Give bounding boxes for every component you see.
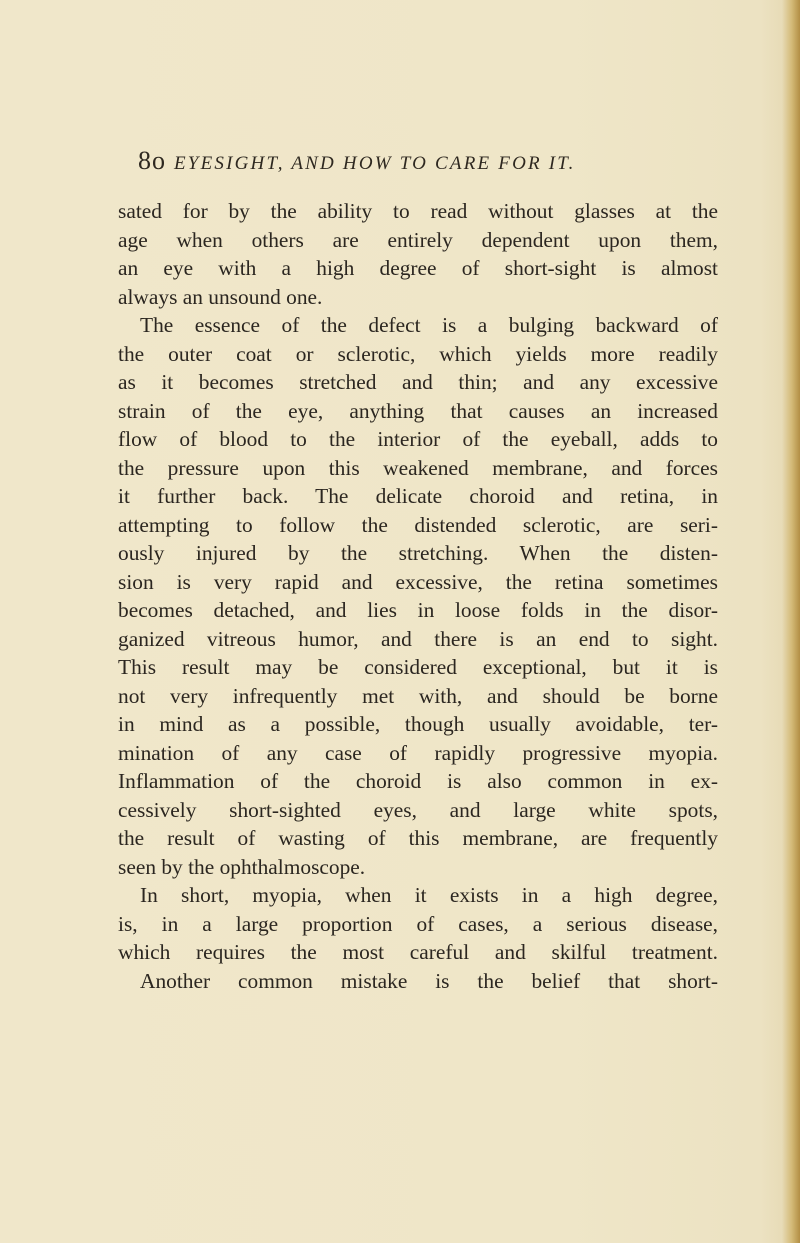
text-line: age when others are entirely dependent upon them, <box>118 227 718 252</box>
body-text <box>118 197 718 995</box>
text-line: the outer coat or sclerotic, which yields more readily <box>118 341 718 366</box>
text-line: Another common mistake is the belief that short- <box>140 968 718 993</box>
text-line: In short, myopia, when it exists in a high degree, <box>140 883 718 907</box>
text-line: sion is very rapid and excessive, the retina sometimes <box>118 569 718 594</box>
text-line: is, in a large proportion of cases, a serious disease, <box>118 911 718 936</box>
text-line: sated for by the ability to read without glasses at the <box>118 199 718 223</box>
text-line: strain of the eye, anything that causes an increased <box>118 398 718 423</box>
text-line: becomes detached, and lies in loose folds in the disor- <box>118 598 718 622</box>
text-line: an eye with a high degree of short-sight is almost <box>118 256 718 280</box>
text-line: mination of any case of rapidly progressive myopia. <box>118 740 718 765</box>
text-line: cessively short-sighted eyes, and large white spots, <box>118 797 718 822</box>
text-line: flow of blood to the interior of the eyeball, adds to <box>118 427 718 451</box>
text-line: it further back. The delicate choroid and retina, in <box>118 484 718 508</box>
text-line: This result may be considered exceptional, but it is <box>118 655 718 679</box>
text-line: seen by the ophthalmoscope. <box>118 854 366 879</box>
text-line: not very infrequently met with, and should be borne <box>118 683 718 708</box>
text-line: ganized vitreous humor, and there is an end to sight. <box>118 626 718 651</box>
running-title: EYESIGHT, AND HOW TO CARE FOR IT. <box>174 153 576 174</box>
text-line: in mind as a possible, though usually avoidable, ter- <box>118 712 718 736</box>
page-edge-shadow <box>782 0 800 1243</box>
text-line: The essence of the defect is a bulging backward of <box>140 313 718 337</box>
text-line: the result of wasting of this membrane, are frequently <box>118 826 718 850</box>
text-line: the pressure upon this weakened membrane, and forces <box>118 455 718 480</box>
page-number: 8o <box>138 146 166 175</box>
text-line: as it becomes stretched and thin; and any excessive <box>118 370 718 394</box>
text-line: Inflammation of the choroid is also common in ex- <box>118 769 718 793</box>
running-head <box>138 146 698 180</box>
text-line: ously injured by the stretching. When the disten- <box>118 541 718 565</box>
text-line: attempting to follow the distended sclerotic, are seri- <box>118 512 718 537</box>
text-line: which requires the most careful and skilful treatment. <box>118 940 718 964</box>
text-line: always an unsound one. <box>118 284 323 309</box>
